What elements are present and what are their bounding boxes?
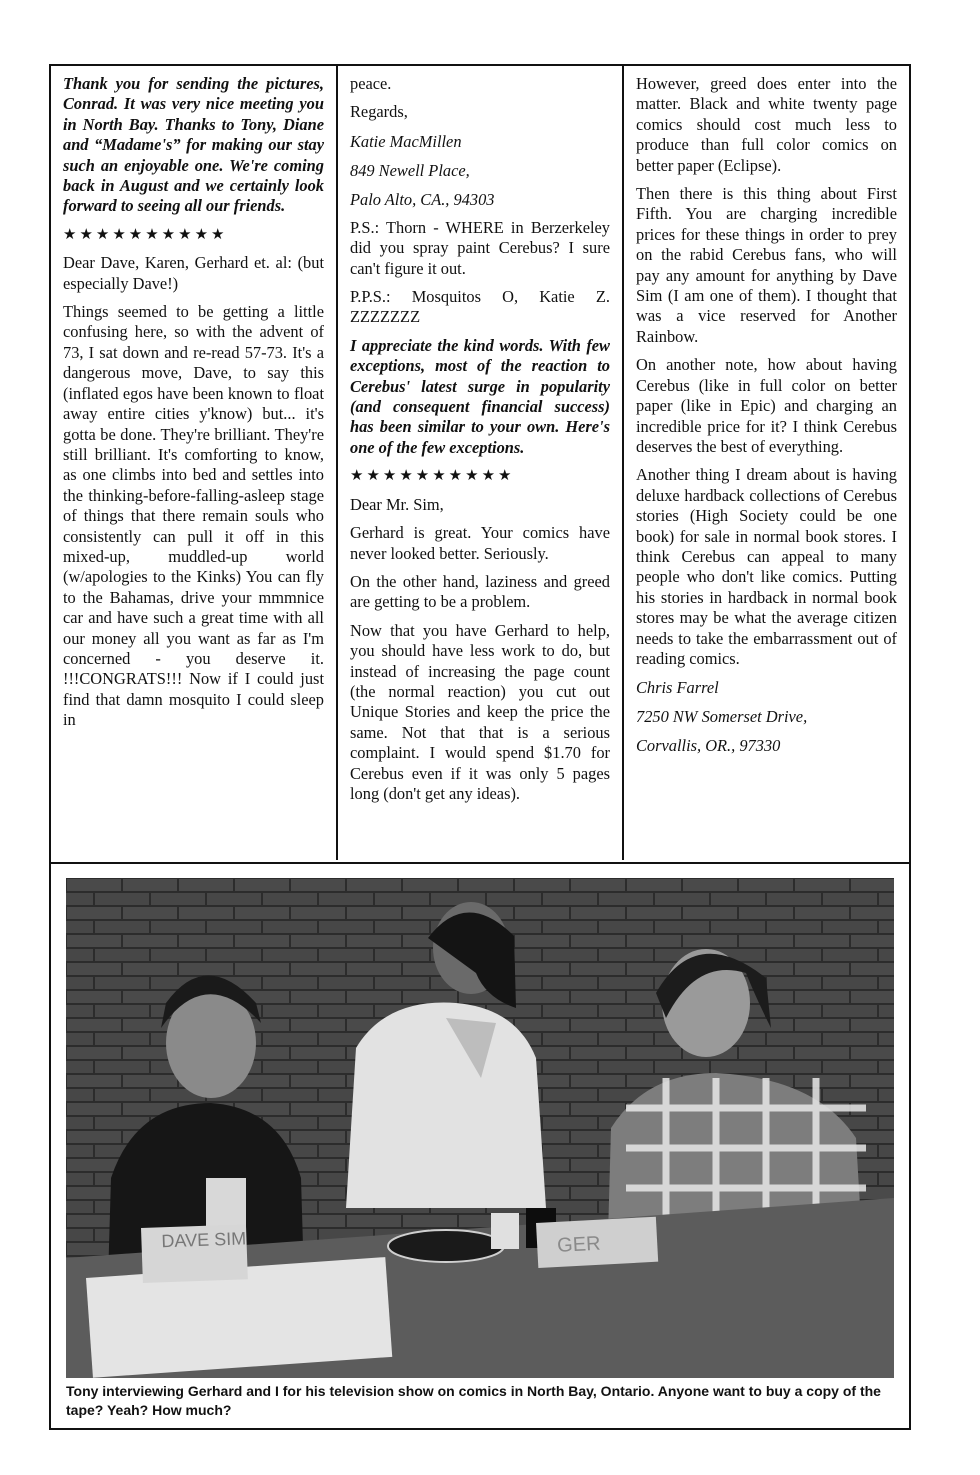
sign-left-text: DAVE SIM: [161, 1228, 247, 1252]
star-divider: ★★★★★★★★★★: [63, 226, 228, 243]
name-card-right: [536, 1217, 658, 1268]
letter-paragraph: Gerhard is great. Your comics have never looked better. Seriously.: [350, 523, 610, 563]
signature-street: 7250 NW Somerset Drive,: [636, 707, 808, 727]
letter-salutation: Dear Mr. Sim,: [350, 494, 444, 514]
letter-body: Things seemed to be getting a little confusing here, so with the advent of 73, I sat down and re-read 57-73. It's a dangerous move, Dave, to say this (inflated egos have been known to float away entire cities y'know) but... it's gotta be done. They're brilliant. They're still brilliant. It's comforting to know, as one climbs into bed and settles into the thinking-before-falling-asleep stage of things that there remain souls who consistently can pull it off in this mixed-up, muddled-up world (w/apologies to the Kinks) You can fly to the Bahamas, drive your mmmnice car and have such a great time with all our money all you want as far as I'm concerned - you deserve it. !!!CONGRATS!!! Now if I could just find that damn mosquito I could sleep in: [63, 302, 324, 730]
letter-continuation: peace.: [350, 74, 392, 93]
letter-paragraph: Then there is this thing about First Fifth. You are charging incredible prices for these things in order to prey on the rabid Cerebus fans, who will pay any amount for anything by Dave Sim (I am one of them). I thought that was a vice reserved for Another Rainbow.: [636, 184, 897, 346]
signature-name: Chris Farrel: [636, 678, 719, 698]
letters-column-1: [51, 66, 338, 860]
letters-column-3: [624, 66, 909, 860]
photo-illustration: [66, 878, 894, 1378]
letter-paragraph: However, greed does enter into the matter. Black and white twenty page comics should cost much less to produce than full color comics on better paper (Eclipse).: [636, 74, 897, 175]
letter-postscript-2: P.P.S.: Mosquitos O, Katie Z. ZZZZZZZ: [350, 287, 610, 327]
editor-reply: I appreciate the kind words. With few exceptions, most of the reaction to Cerebus' latest surge in popularity (and consequent financial success) has been similar to your own. Here's one of the few exceptions.: [350, 335, 610, 457]
signature-street: 849 Newell Place,: [350, 160, 470, 180]
letters-column-2: [338, 66, 624, 860]
letter-paragraph: On another note, how about having Cerebus (like in full color on better paper (like in Epic) and charging an incredible price for it? I think Cerebus deserves the best of everything.: [636, 355, 897, 456]
name-card-left: [141, 1224, 248, 1283]
interview-photo: [66, 878, 894, 1378]
signature-city: Palo Alto, CA., 94303: [350, 189, 495, 209]
star-divider: ★★★★★★★★★★: [350, 468, 515, 485]
letter-closing: Regards,: [350, 102, 408, 122]
letter-postscript: P.S.: Thorn - WHERE in Berzerkeley did you spray paint Cerebus? I sure can't figure it out.: [350, 217, 610, 278]
letters-page: [49, 64, 911, 1430]
letter-paragraph: On the other hand, laziness and greed are getting to be a problem.: [350, 571, 610, 612]
letters-columns: [51, 66, 909, 864]
letter-paragraph: Another thing I dream about is having deluxe hardback collections of Cerebus stories (High Society could be one book) for sale in normal book stores. I think Cerebus can appeal to many people who don't like comics. Putting his stories in hardback in normal book stores may be what the average citizen needs to take the embarrassment out of reading comics.: [636, 465, 897, 668]
letter-paragraph: Now that you have Gerhard to help, you should have less work to do, but instead of increasing the page count (the normal reaction) you cut out Unique Stories and keep the price the same. Not that that is a serious complaint. I would spend $1.70 for Cerebus even if it was only 5 pages long (don't get any ideas).: [350, 620, 610, 803]
letter-salutation: Dear Dave, Karen, Gerhard et. al: (but especially Dave!): [63, 253, 324, 293]
sign-right-text: GER: [556, 1232, 602, 1257]
signature-city: Corvallis, OR., 97330: [636, 736, 781, 756]
signature-name: Katie MacMillen: [350, 131, 462, 151]
editor-reply: Thank you for sending the pictures, Conrad. It was very nice meeting you in North Bay. Thanks to Tony, Diane and “Madame's” for making our stay such an enjoyable one. We're coming back in August and we certainly look forward to seeing all our friends.: [63, 74, 324, 216]
photo-caption: Tony interviewing Gerhard and I for his television show on comics in North Bay, Ontario. Anyone want to buy a copy of the tape? Yeah? How much?: [66, 1383, 881, 1418]
